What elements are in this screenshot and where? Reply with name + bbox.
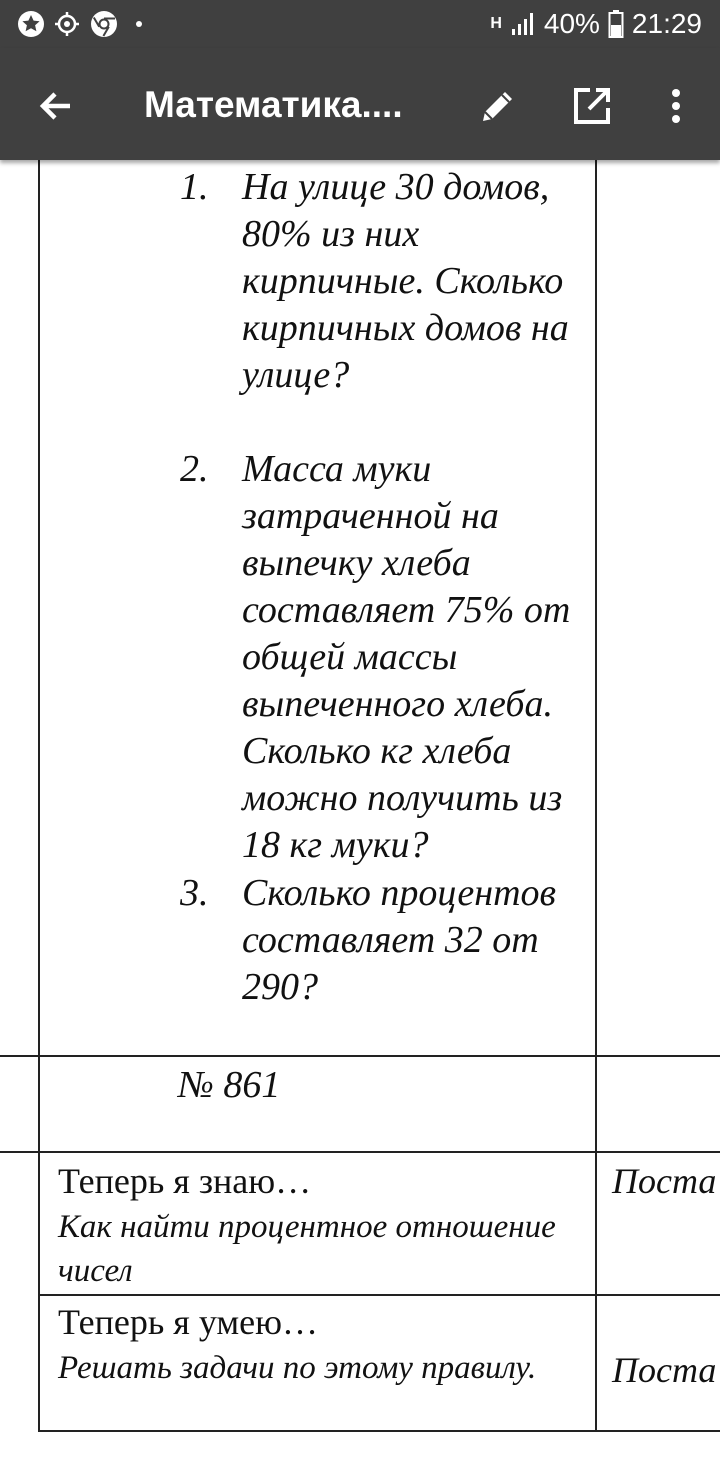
arrow-back-icon: [36, 86, 76, 126]
reflection-right-cell: Поста: [612, 1350, 717, 1390]
reflection-heading-can: Теперь я умею…: [58, 1302, 318, 1342]
table-row-divider: [38, 1294, 720, 1296]
table-row-divider: [0, 1151, 720, 1153]
battery-icon: [608, 10, 624, 38]
table-border-left: [38, 160, 40, 1432]
reflection-text-can: Решать задачи по этому правилу.: [58, 1350, 537, 1386]
more-vert-icon: [670, 86, 682, 126]
back-button[interactable]: [30, 80, 82, 132]
more-notifications-dot-icon: [134, 10, 144, 38]
sync-notification-icon: [52, 10, 82, 38]
app-toolbar: [0, 48, 720, 160]
task-text: Масса муки затраченной на выпечку хлеба составляет 75% от общей массы выпеченного хлеба. Сколько кг хлеба можно получить из 18 кг муки?: [242, 448, 571, 866]
reflection-text-know: Как найти процентное отношение чисел: [58, 1209, 556, 1289]
chrome-notification-icon: [90, 10, 118, 38]
document-view[interactable]: [0, 160, 720, 1480]
pencil-icon: [478, 86, 518, 126]
signal-icon: [510, 11, 536, 37]
document-title: Математика....: [144, 84, 403, 125]
task-number: 1.: [180, 166, 209, 208]
reflection-heading-know: Теперь я знаю…: [58, 1161, 312, 1201]
clock: 21:29: [631, 8, 702, 39]
table-row-divider: [38, 1430, 720, 1432]
task-text: На улице 30 домов, 80% из них кирпичные. Сколько кирпичных домов на улице?: [242, 166, 569, 396]
open-in-new-icon: [572, 86, 612, 126]
reflection-right-cell: Поста: [612, 1161, 717, 1201]
task-number: 2.: [180, 448, 209, 490]
open-external-button[interactable]: [566, 80, 618, 132]
task-number: 3.: [180, 872, 209, 914]
battery-percent: 40%: [543, 8, 600, 39]
network-type: H: [490, 15, 502, 32]
more-options-button[interactable]: [654, 80, 698, 132]
textbook-task-reference: № 861: [178, 1064, 281, 1106]
edit-button[interactable]: [472, 80, 524, 132]
table-border-middle: [595, 160, 597, 1432]
task-text: Сколько процентов составляет 32 от 290?: [242, 872, 557, 1008]
table-row-divider: [0, 1055, 720, 1057]
star-notification-icon: [16, 10, 46, 38]
status-bar: [0, 0, 720, 48]
